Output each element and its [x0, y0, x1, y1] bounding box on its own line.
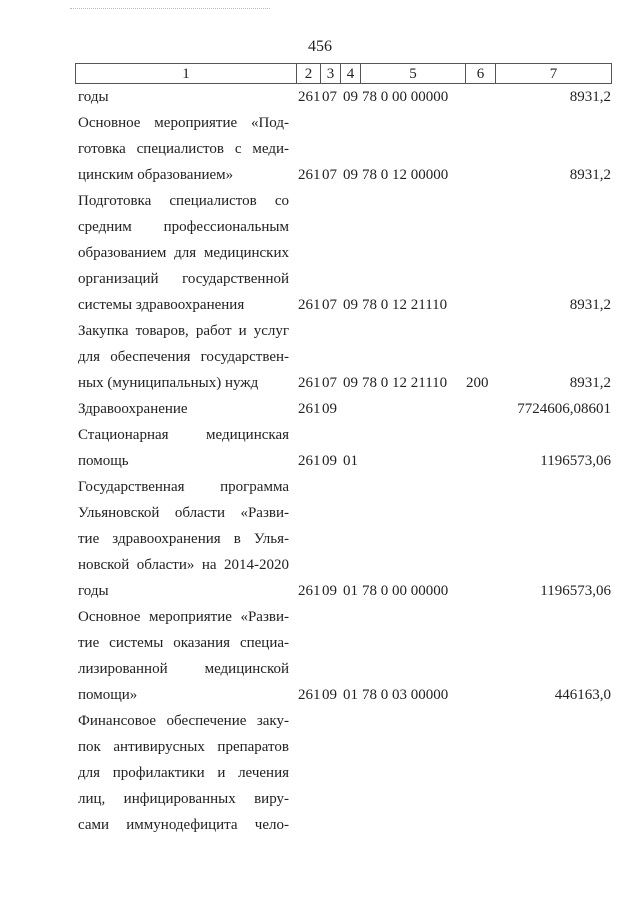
row-description: Основное мероприятие «Разви-: [78, 609, 289, 625]
row-amount: 8931,2: [569, 297, 611, 313]
table-row: [0, 604, 640, 708]
header-col-6: 6: [466, 64, 496, 83]
row-code-c3: 09: [322, 583, 337, 599]
row-amount: 8931,2: [569, 167, 611, 183]
row-code-c3: 07: [322, 297, 337, 313]
row-description: Закупка товаров, работ и услуг: [78, 323, 289, 339]
row-line: [0, 526, 640, 552]
row-code-c2: 261: [298, 89, 321, 105]
row-code-c5: 78 0 12 21110: [362, 375, 448, 391]
row-code-c5: 78 0 03 00000: [362, 687, 449, 703]
row-line: [0, 500, 640, 526]
row-description: для профилактики и лечения: [78, 765, 289, 781]
row-description: Основное мероприятие «Под-: [78, 115, 289, 131]
header-col-5: 5: [361, 64, 466, 83]
row-amount: 8931,2: [569, 89, 611, 105]
row-description: Государственная программа: [78, 479, 289, 495]
row-description: лизированной медицинской: [78, 661, 289, 677]
table-row: [0, 474, 640, 604]
row-line: [0, 760, 640, 786]
row-code-c2: 261: [298, 453, 321, 469]
row-code-c5: 78 0 00 00000: [362, 89, 449, 105]
row-line: [0, 84, 640, 110]
row-description: средним профессиональным: [78, 219, 289, 235]
row-description: Ульяновской области «Разви-: [78, 505, 289, 521]
row-code-c4: 01: [343, 453, 358, 469]
row-description: Здравоохранение: [78, 401, 188, 417]
row-code-c4: 09: [343, 375, 358, 391]
row-code-c3: 09: [322, 687, 337, 703]
row-line: [0, 630, 640, 656]
row-description: образованием для медицинских: [78, 245, 289, 261]
row-line: [0, 240, 640, 266]
row-description: готовка специалистов с меди-: [78, 141, 289, 157]
row-line: [0, 344, 640, 370]
row-line: [0, 162, 640, 188]
page-number: 456: [308, 38, 332, 55]
header-col-1: 1: [76, 64, 297, 83]
row-line: [0, 422, 640, 448]
row-line: [0, 604, 640, 630]
row-code-c6: 200: [466, 375, 489, 391]
row-code-c2: 261: [298, 167, 321, 183]
row-line: [0, 578, 640, 604]
row-line: [0, 552, 640, 578]
row-description: сами иммунодефицита чело-: [78, 817, 289, 833]
row-code-c4: 09: [343, 167, 358, 183]
row-amount: 8931,2: [569, 375, 611, 391]
row-amount: 446163,0: [554, 687, 611, 703]
table-row: [0, 110, 640, 188]
table-body: [0, 84, 640, 838]
row-code-c5: 78 0 12 21110: [362, 297, 448, 313]
header-col-3: 3: [321, 64, 341, 83]
row-description: тие здравоохранения в Улья-: [78, 531, 289, 547]
row-amount: 1196573,06: [540, 453, 611, 469]
row-description: Стационарная медицинская: [78, 427, 289, 443]
row-line: [0, 812, 640, 838]
row-line: [0, 266, 640, 292]
row-description: тие системы оказания специа-: [78, 635, 289, 651]
row-description: лиц, инфицированных виру-: [78, 791, 289, 807]
row-code-c5: 78 0 12 00000: [362, 167, 449, 183]
row-amount: 1196573,06: [540, 583, 611, 599]
row-line: [0, 786, 640, 812]
table-row: [0, 84, 640, 110]
row-code-c4: 01: [343, 687, 358, 703]
row-line: [0, 136, 640, 162]
row-code-c2: 261: [298, 375, 321, 391]
table-row: [0, 396, 640, 422]
row-code-c2: 261: [298, 583, 321, 599]
row-description: пок антивирусных препаратов: [78, 739, 289, 755]
row-code-c3: 07: [322, 89, 337, 105]
row-line: [0, 188, 640, 214]
header-col-4: 4: [341, 64, 361, 83]
row-description: годы: [78, 89, 109, 105]
row-code-c4: 09: [343, 297, 358, 313]
row-code-c3: 09: [322, 401, 337, 417]
row-description: ных (муниципальных) нужд: [78, 375, 259, 391]
row-description: для обеспечения государствен-: [78, 349, 289, 365]
row-line: [0, 396, 640, 422]
header-col-2: 2: [297, 64, 321, 83]
row-code-c2: 261: [298, 401, 321, 417]
table-header: [75, 63, 612, 84]
row-description: помощи»: [78, 687, 138, 703]
row-description: годы: [78, 583, 109, 599]
row-description: Подготовка специалистов со: [78, 193, 289, 209]
row-line: [0, 708, 640, 734]
table-row: [0, 708, 640, 838]
row-description: новской области» на 2014-2020: [78, 557, 289, 573]
scan-artifact: [70, 8, 270, 12]
row-amount: 7724606,08601: [517, 401, 611, 417]
table-row: [0, 188, 640, 318]
row-code-c2: 261: [298, 297, 321, 313]
row-line: [0, 734, 640, 760]
row-line: [0, 370, 640, 396]
row-description: системы здравоохранения: [78, 297, 245, 313]
row-description: организаций государственной: [78, 271, 289, 287]
row-line: [0, 110, 640, 136]
row-line: [0, 318, 640, 344]
row-code-c3: 07: [322, 167, 337, 183]
row-line: [0, 656, 640, 682]
row-code-c4: 09: [343, 89, 358, 105]
row-code-c3: 07: [322, 375, 337, 391]
table-row: [0, 422, 640, 474]
header-col-7: 7: [549, 66, 558, 82]
row-line: [0, 682, 640, 708]
row-code-c4: 01: [343, 583, 358, 599]
row-line: [0, 448, 640, 474]
row-code-c3: 09: [322, 453, 337, 469]
row-line: [0, 474, 640, 500]
row-code-c2: 261: [298, 687, 321, 703]
row-line: [0, 292, 640, 318]
table-row: [0, 318, 640, 396]
row-description: помощь: [78, 453, 129, 469]
row-code-c5: 78 0 00 00000: [362, 583, 449, 599]
row-line: [0, 214, 640, 240]
row-description: цинским образованием»: [78, 167, 234, 183]
row-description: Финансовое обеспечение заку-: [78, 713, 289, 729]
